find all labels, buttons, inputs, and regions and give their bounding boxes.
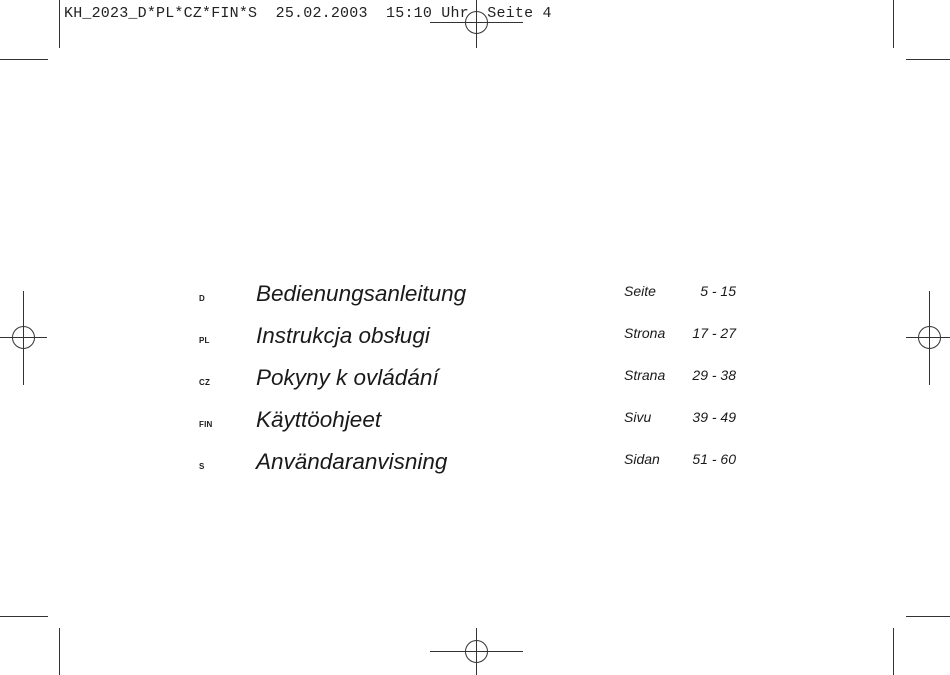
toc-row-cz [0, 365, 950, 407]
toc-row-fin [0, 407, 950, 449]
page-word: Seite [624, 283, 656, 299]
manual-title: Användaranvisning [256, 449, 448, 474]
page-range: 5 - 15 [700, 283, 736, 299]
toc-row-s [0, 449, 950, 491]
page-range: 51 - 60 [692, 451, 736, 467]
page-range: 17 - 27 [692, 325, 736, 341]
language-code: S [199, 462, 205, 471]
manual-title: Käyttöohjeet [256, 407, 382, 432]
page-word: Sidan [624, 451, 660, 467]
page-word: Strona [624, 325, 666, 341]
manual-title: Pokyny k ovládání [256, 365, 439, 390]
page-word: Strana [624, 367, 666, 383]
toc-row-pl [0, 323, 950, 365]
print-slug-header: KH_2023_D*PL*CZ*FIN*S 25.02.2003 15:10 Uhr Seite 4 [64, 5, 552, 22]
page-word: Sivu [624, 409, 652, 425]
page-range: 39 - 49 [692, 409, 736, 425]
page-range: 29 - 38 [692, 367, 736, 383]
language-code: FIN [199, 420, 213, 429]
language-code: D [199, 294, 205, 303]
toc-row-d [0, 281, 950, 323]
language-code: PL [199, 336, 210, 345]
language-code: CZ [199, 378, 211, 387]
manual-title: Bedienungsanleitung [256, 281, 467, 306]
manual-title: Instrukcja obsługi [256, 323, 430, 348]
